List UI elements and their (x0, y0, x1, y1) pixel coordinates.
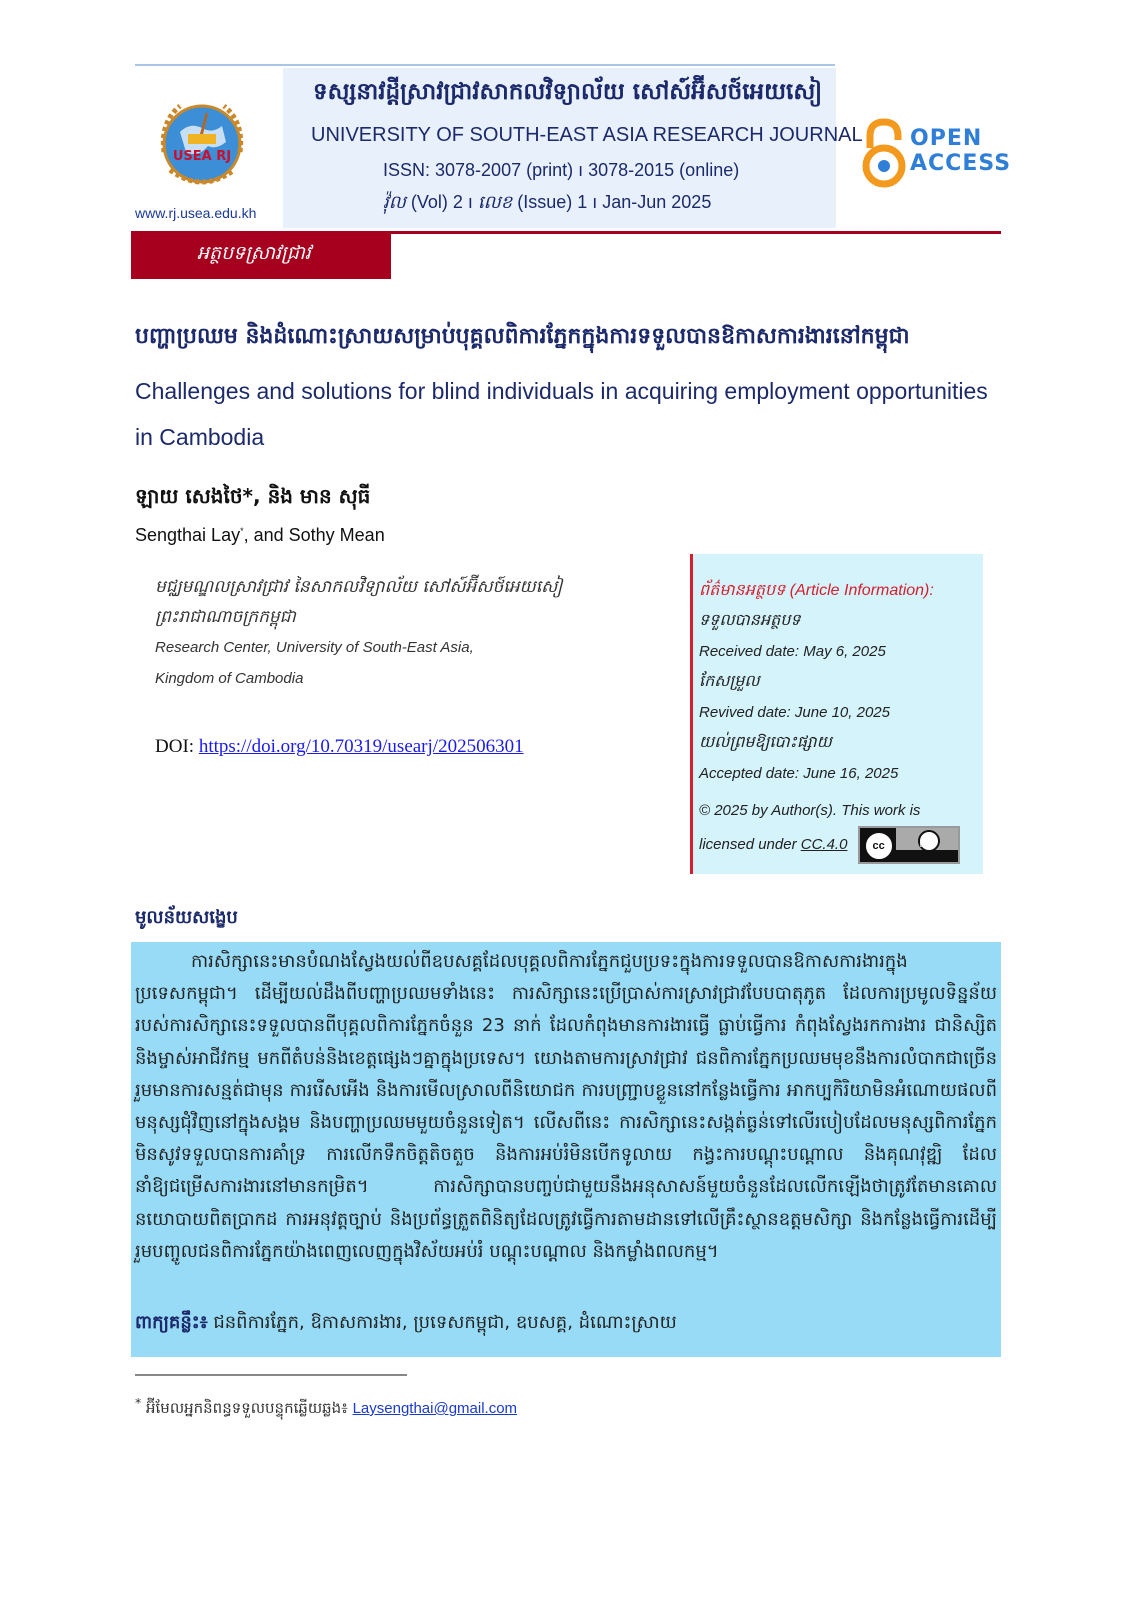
volume-value: (Vol) 2 ı (410, 192, 473, 212)
keywords-label: ពាក្យគន្លឹះ៖ (135, 1312, 208, 1333)
footnote: * អ៊ីមែលអ្នកនិពន្ធទទួលបន្ទុកឆ្លើយឆ្លង៖ Laysengthai@gmail.com (135, 1395, 518, 1417)
open-access-badge (860, 118, 1012, 190)
article-info-heading: ព័ត៌មានអត្ថបទ (Article Information): (699, 582, 934, 599)
authors-english: Sengthai Lay*, and Sothy Mean (135, 525, 385, 545)
revised-date: Revived date: June 10, 2025 (699, 704, 890, 721)
journal-header-box (283, 68, 863, 228)
article-info-box (690, 554, 983, 874)
section-tag (131, 231, 391, 279)
open-access-label: OPEN ACCESS (910, 126, 1012, 176)
revised-label-khmer: កែសម្រួល (699, 673, 760, 690)
copyright-notice: © 2025 by Author(s). This work is licensed under CC.4.0 cc BY (699, 795, 979, 864)
accepted-date: Accepted date: June 16, 2025 (699, 765, 899, 782)
volume-issue-line (383, 190, 711, 217)
title-english: Challenges and solutions for blind individuals in acquiring employment opportunities in Cambodia (135, 378, 988, 450)
authors-khmer: ឡាយ សេងថៃ*, និង មាន សុធី (135, 484, 371, 508)
doi-label: DOI: (155, 736, 199, 757)
globe-laurel-logo-icon (150, 92, 254, 196)
corresponding-mark: * (240, 526, 244, 536)
license-link[interactable]: CC.4.0 (800, 835, 848, 853)
journal-name-khmer: ទស្សនាវដ្ដីស្រាវជ្រាវសាកលវិទ្យាល័យ សៅស៍អ៊ីសថ៍អេយសៀ (313, 79, 823, 105)
section-tag-label: អត្ថបទស្រាវជ្រាវ (197, 242, 311, 264)
abstract-heading: មូលន័យសង្ខេប (135, 907, 238, 928)
received-date: Received date: May 6, 2025 (699, 643, 886, 660)
abstract-body: ការសិក្សានេះមានបំណងស្វែងយល់ពីឧបសគ្គដែលបុគ្គលពិការភ្នែកជួបប្រទះក្នុងការទទួលបានឱកាសការងារក្នុងប្រទេសកម្ពុជា។ ដើម្បីយល់ដឹងពីបញ្ហាប្រឈមទាំងនេះ ការសិក្សានេះប្រើប្រាស់ការស្រាវជ្រាវបែបបាតុភូត ដែលការប្រមូលទិន្នន័យរបស់ការសិក្សានេះទទួលបានពីបុគ្គលពិការភ្នែកចំនួន 23 នាក់ ដែលកំពុងមានការងារធ្វើ ធ្លាប់ធ្វើការ កំពុងស្វែងរកការងារ ជានិស្សិត និងម្ចាស់អាជីវកម្ម មកពីតំបន់និងខេត្តផ្សេងៗគ្នាក្នុងប្រទេស។ យោងតាមការស្រាវជ្រាវ ជនពិការភ្នែកប្រឈមមុខនឹងការលំបាកជាច្រើន រួមមានការសន្មត់ជាមុន ការរើសអើង និងការមើលស្រាលពីនិយោជក ការបញ្ជ្រាបខ្លួននៅកន្លែងធ្វើការ អាកប្បកិរិយាមិនអំណោយផលពីមនុស្សជុំវិញនៅក្នុងសង្គម និងបញ្ហាប្រឈមមួយចំនួនទៀត។ លើសពីនេះ ការសិក្សានេះសង្កត់ធ្ងន់ទៅលើរបៀបដែលមនុស្សពិការភ្នែកមិនសូវទទួលបានការគាំទ្រ ការលើកទឹកចិត្តតិចតួច និងការអប់រំមិនបើកទូលាយ កង្វះការបណ្ដុះបណ្ដាល និងគុណវុឌ្ឍិ ដែលនាំឱ្យជម្រើសការងារនៅមានកម្រិត។ ការសិក្សាបានបញ្ចប់ជាមួយនឹងអនុសាសន៍មួយចំនួនដែលលើកឡើងថាត្រូវតែមានគោលនយោបាយពិតប្រាកដ ការអនុវត្តច្បាប់ និងប្រព័ន្ធត្រួតពិនិត្យដែលត្រូវធ្វើការតាមដានទៅលើគ្រឹះស្ថានឧត្ដមសិក្សា និងកន្លែងធ្វើការដើម្បីរួមបញ្ចូលជនពិការភ្នែកយ៉ាងពេញលេញក្នុងវិស័យអប់រំ បណ្ដុះបណ្ដាល និងកម្លាំងពលកម្ម។ (135, 951, 997, 1262)
affiliation-khmer-1: មជ្ឈមណ្ឌលស្រាវជ្រាវ នៃសាកលវិទ្យាល័យ សៅស៍អ៊ីសថ៍អេយសៀ (155, 577, 563, 597)
keywords-list: ជនពិការភ្នែក, ឱកាសការងារ, ប្រទេសកម្ពុជា, ឧបសគ្គ, ដំណោះស្រាយ (207, 1312, 677, 1333)
issn-line: ISSN: 3078-2007 (print) ı 3078-2015 (online) (383, 160, 740, 180)
title-khmer: បញ្ហាប្រឈម និងដំណោះស្រាយសម្រាប់បុគ្គលពិការភ្នែកក្នុងការទទួលបានឱកាសការងារនៅកម្ពុជា (135, 324, 910, 349)
journal-name-english: UNIVERSITY OF SOUTH-EAST ASIA RESEARCH JOURNAL (311, 124, 863, 146)
doi-link[interactable]: https://doi.org/10.70319/usearj/202506301 (198, 736, 524, 757)
issue-value: (Issue) 1 ı Jan-Jun 2025 (517, 192, 712, 212)
issue-label-khmer: លេខ (477, 192, 513, 212)
affiliation-english-1: Research Center, University of South-East Asia, (155, 639, 474, 656)
affiliation-english-2: Kingdom of Cambodia (155, 670, 304, 687)
accepted-label-khmer: យល់ព្រមឱ្យបោះផ្សាយ (699, 734, 832, 751)
footnote-rule (135, 1374, 407, 1376)
volume-label-khmer: វ៉ុល (383, 192, 406, 212)
abstract-box (131, 942, 1001, 1357)
received-label-khmer: ទទួលបានអត្ថបទ (699, 612, 801, 629)
affiliation (155, 572, 562, 694)
svg-text:USEA RJ: USEA RJ (172, 149, 232, 164)
keywords-line (135, 1310, 677, 1337)
cc-by-badge-icon[interactable]: cc BY (858, 826, 960, 864)
website-link[interactable]: www.rj.usea.edu.kh (135, 205, 257, 221)
doi-line (155, 736, 524, 758)
journal-logo (150, 92, 254, 196)
open-lock-icon (860, 118, 908, 190)
affiliation-khmer-2: ព្រះរាជាណាចក្រកម្ពុជា (155, 607, 296, 627)
header-top-rule (135, 64, 835, 66)
corresponding-email-link[interactable]: Laysengthai@gmail.com (352, 1400, 518, 1417)
